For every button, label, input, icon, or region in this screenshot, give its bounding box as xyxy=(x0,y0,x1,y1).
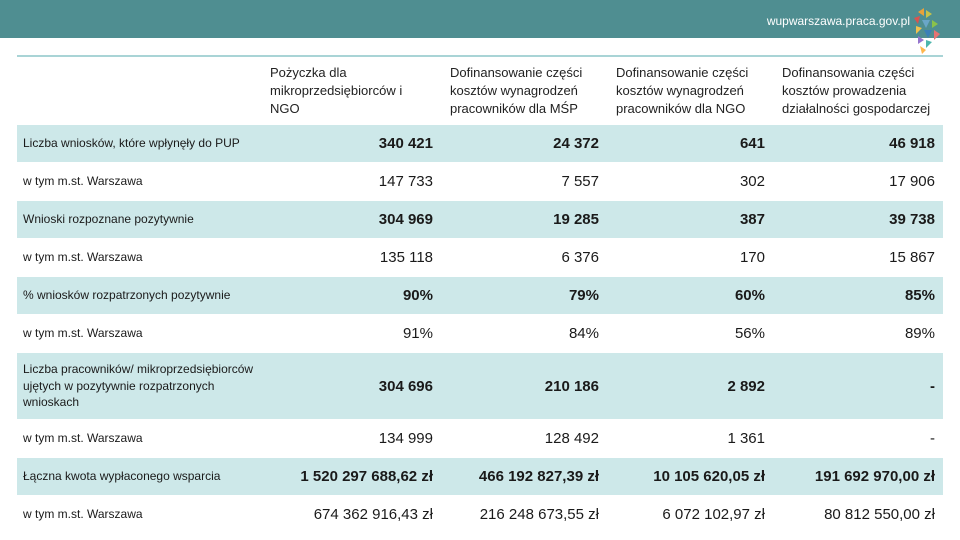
table-cell: 19 285 xyxy=(441,201,607,238)
table-cell: 134 999 xyxy=(378,430,433,447)
table-cell: 89% xyxy=(904,325,935,342)
table-cell: 147 733 xyxy=(378,173,433,190)
table-cell: 2 892 xyxy=(607,353,773,419)
table-cell: 79% xyxy=(441,277,607,314)
table-row xyxy=(17,277,943,315)
table-cell: 46 918 xyxy=(773,125,943,162)
table-cell: 85% xyxy=(773,277,943,314)
table-cell: 56% xyxy=(734,325,765,342)
table-cell: 24 372 xyxy=(441,125,607,162)
column-header: Pożyczka dla mikroprzedsiębiorców i NGO xyxy=(270,65,403,117)
table-header-row xyxy=(17,57,943,125)
table-cell: 1 361 xyxy=(727,430,765,447)
site-url: wupwarszawa.praca.gov.pl xyxy=(766,14,910,28)
table-cell: 6 376 xyxy=(561,249,599,266)
table-cell: 641 xyxy=(607,125,773,162)
table-row xyxy=(17,125,943,163)
table-cell: 39 738 xyxy=(773,201,943,238)
row-label: w tym m.st. Warszawa xyxy=(23,431,143,446)
row-label: w tym m.st. Warszawa xyxy=(23,507,143,522)
statistics-table xyxy=(17,55,943,534)
row-label: Łączna kwota wypłaconego wsparcia xyxy=(17,458,261,495)
table-row xyxy=(17,496,943,534)
logo-icon xyxy=(910,6,942,56)
table-cell: 91% xyxy=(402,325,433,342)
table-cell: 191 692 970,00 zł xyxy=(773,458,943,495)
header-empty-cell xyxy=(17,57,261,124)
table-cell: 17 906 xyxy=(889,173,935,190)
row-label: w tym m.st. Warszawa xyxy=(23,250,143,265)
column-header: Dofinansowanie części kosztów wynagrodzeń pracowników dla NGO xyxy=(616,65,749,117)
table-row xyxy=(17,420,943,458)
row-label: Liczba pracowników/ mikroprzedsiębiorców ujętych w pozytywnie rozpatrzonych wnioskach xyxy=(17,353,261,419)
table-cell: 304 969 xyxy=(261,201,441,238)
table-cell: 466 192 827,39 zł xyxy=(441,458,607,495)
table-cell: 210 186 xyxy=(441,353,607,419)
table-cell: 302 xyxy=(739,173,765,190)
table-cell: 387 xyxy=(607,201,773,238)
column-header: Dofinansowanie części kosztów wynagrodzeń pracowników dla MŚP xyxy=(450,65,583,117)
table-cell: 135 118 xyxy=(379,249,433,266)
table-cell: 304 696 xyxy=(261,353,441,419)
row-label: w tym m.st. Warszawa xyxy=(23,174,143,189)
table-cell: 7 557 xyxy=(561,173,599,190)
row-label: Liczba wniosków, które wpłynęły do PUP xyxy=(17,125,261,162)
table-cell: 10 105 620,05 zł xyxy=(607,458,773,495)
table-cell: 60% xyxy=(607,277,773,314)
top-banner xyxy=(0,0,960,38)
table-cell: 674 362 916,43 zł xyxy=(313,506,433,523)
table-cell: - xyxy=(930,430,935,447)
table-cell: 170 xyxy=(739,249,765,266)
row-label: % wniosków rozpatrzonych pozytywnie xyxy=(17,277,261,314)
table-row xyxy=(17,201,943,239)
row-label: Wnioski rozpoznane pozytywnie xyxy=(17,201,261,238)
table-cell: 1 520 297 688,62 zł xyxy=(261,458,441,495)
table-cell: 128 492 xyxy=(544,430,599,447)
table-row xyxy=(17,163,943,201)
table-row xyxy=(17,315,943,353)
table-cell: 6 072 102,97 zł xyxy=(662,506,765,523)
table-cell: - xyxy=(773,353,943,419)
column-header: Dofinansowania części kosztów prowadzenia działalności gospodarczej xyxy=(782,65,931,117)
table-cell: 90% xyxy=(261,277,441,314)
table-cell: 80 812 550,00 zł xyxy=(824,506,935,523)
table-row xyxy=(17,353,943,420)
table-cell: 84% xyxy=(568,325,599,342)
table-row xyxy=(17,458,943,496)
table-cell: 15 867 xyxy=(889,249,935,266)
table-cell: 216 248 673,55 zł xyxy=(479,506,599,523)
row-label: w tym m.st. Warszawa xyxy=(23,326,143,341)
table-cell: 340 421 xyxy=(261,125,441,162)
table-row xyxy=(17,239,943,277)
